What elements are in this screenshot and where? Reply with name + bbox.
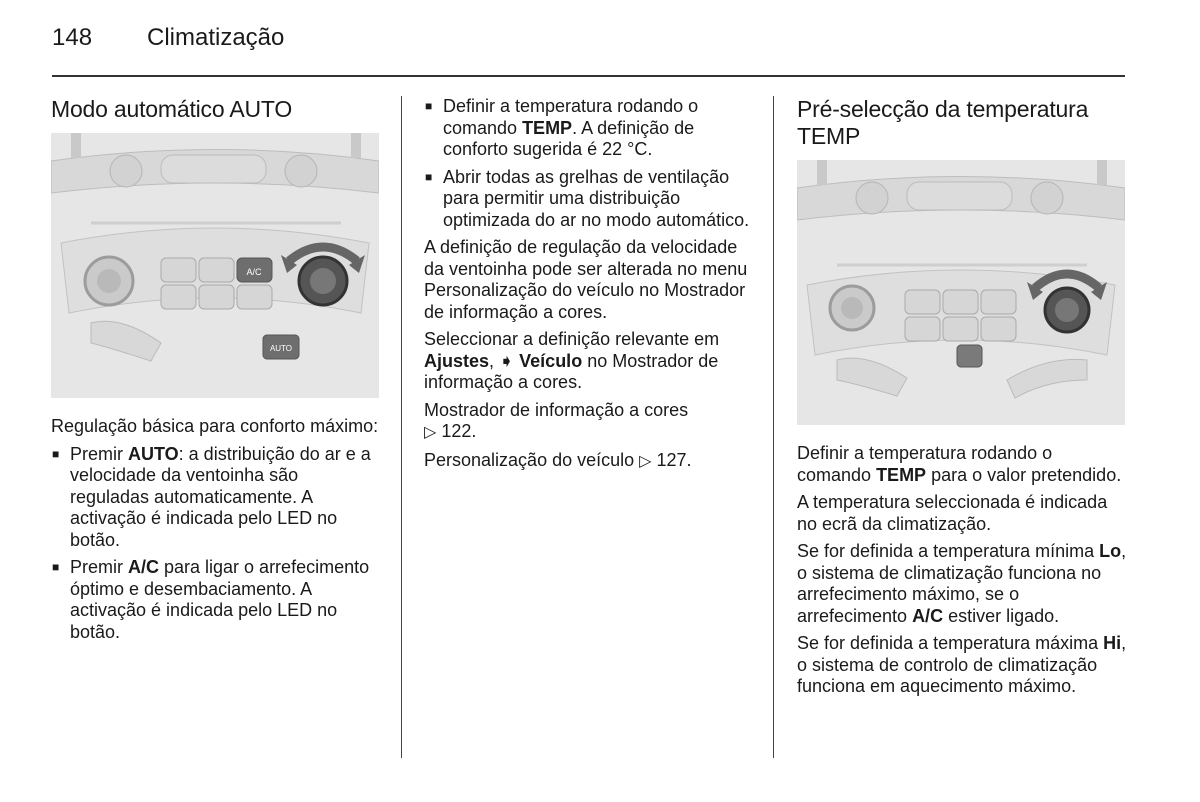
page-ref-icon: ▷ bbox=[639, 452, 652, 470]
paragraph: Se for definida a temperatura máxima Hi, o sistema de controlo de climatização funciona em aquecimento máximo. bbox=[797, 633, 1127, 696]
climate-panel-figure-auto bbox=[51, 133, 379, 398]
column-divider bbox=[401, 96, 402, 758]
header-rule bbox=[52, 75, 1125, 77]
list-item: ■ Premir AUTO: a distribuição do ar e a velocidade da ventoinha são reguladas automaticamente. A activação é indicada pelo LED no botão. bbox=[51, 444, 381, 552]
paragraph: Definir a temperatura rodando o comando TEMP para o valor pretendido. bbox=[797, 443, 1122, 485]
section-title-temp: Pré-selecção da temperatura TEMP bbox=[797, 96, 1089, 149]
list-item: ■ Premir A/C para ligar o arrefecimento óptimo e desembaciamento. A activação é indicada pelo LED no botão. bbox=[51, 557, 381, 643]
intro-text: Regulação básica para conforto máximo: bbox=[51, 416, 379, 436]
paragraph: Seleccionar a definição relevante em Ajustes, ➧ Veículo no Mostrador de informação a cores. bbox=[424, 329, 720, 392]
column-divider bbox=[773, 96, 774, 758]
section-title-auto: Modo automático AUTO bbox=[51, 96, 293, 122]
paragraph: A temperatura seleccionada é indicada no ecrã da climatização. bbox=[797, 492, 1108, 534]
page-number: 148 bbox=[52, 24, 93, 51]
paragraph: A definição de regulação da velocidade da ventoinha pode ser alterada no menu Personalização do veículo no Mostrador de informação a cores. bbox=[424, 237, 748, 322]
list-item: ■ Abrir todas as grelhas de ventilação para permitir uma distribuição optimizada do ar no modo automático. bbox=[424, 167, 754, 232]
column-3 bbox=[797, 96, 1127, 704]
chapter-title: Climatização bbox=[147, 24, 285, 51]
climate-panel-figure-temp bbox=[797, 160, 1125, 425]
page-ref-icon: ▷ bbox=[424, 424, 437, 441]
arrow-icon: ➧ bbox=[499, 350, 515, 371]
bullet-list bbox=[51, 444, 381, 644]
paragraph: Personalização do veículo ▷ 127. bbox=[424, 449, 692, 470]
paragraph: Mostrador de informação a cores ▷ 122. bbox=[424, 399, 689, 441]
list-item: ■ Definir a temperatura rodando o comando TEMP. A definição de conforto sugerida é 22 °C. bbox=[424, 96, 754, 161]
column-1 bbox=[51, 96, 381, 649]
paragraph: Se for definida a temperatura mínima Lo, o sistema de climatização funciona no arrefecimento máximo, se o arrefecimento A/C estiver ligado. bbox=[797, 541, 1127, 626]
auto-button-label: AUTO bbox=[269, 344, 293, 353]
column-2 bbox=[424, 96, 754, 478]
page-header bbox=[52, 24, 284, 58]
bullet-list bbox=[424, 96, 754, 231]
ac-button-label: A/C bbox=[246, 267, 262, 277]
